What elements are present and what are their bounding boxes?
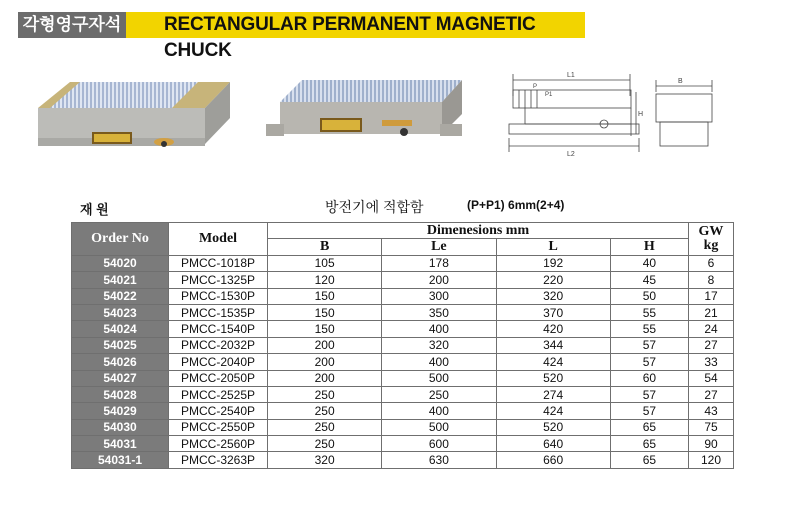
cell-model: PMCC-2032P	[169, 337, 268, 353]
cell-b: 150	[268, 304, 382, 320]
cell-order: 54023	[72, 304, 169, 320]
cell-l: 420	[496, 321, 610, 337]
cell-order: 54028	[72, 386, 169, 402]
cell-model: PMCC-1535P	[169, 304, 268, 320]
cell-gw: 27	[689, 386, 734, 402]
cell-l: 520	[496, 419, 610, 435]
cell-l: 370	[496, 304, 610, 320]
cell-h: 55	[610, 304, 688, 320]
cell-l: 344	[496, 337, 610, 353]
header-le: Le	[382, 239, 496, 255]
cell-model: PMCC-1540P	[169, 321, 268, 337]
spec-label: 재 원	[80, 202, 109, 217]
cell-le: 400	[382, 321, 496, 337]
table-row	[72, 304, 734, 320]
chuck-technical-drawing-front	[505, 66, 645, 162]
cell-le: 600	[382, 436, 496, 452]
cell-l: 424	[496, 403, 610, 419]
cell-b: 320	[268, 452, 382, 468]
cell-order: 54031-1	[72, 452, 169, 468]
header-order-no: Order No	[72, 223, 169, 256]
cell-gw: 120	[689, 452, 734, 468]
cell-l: 520	[496, 370, 610, 386]
label-p: P	[533, 84, 538, 90]
cell-le: 300	[382, 288, 496, 304]
header-model: Model	[169, 223, 268, 256]
cell-le: 400	[382, 354, 496, 370]
header-gw-line2: kg	[703, 237, 719, 253]
cell-model: PMCC-1530P	[169, 288, 268, 304]
cell-l: 320	[496, 288, 610, 304]
cell-gw: 90	[689, 436, 734, 452]
cell-gw: 75	[689, 419, 734, 435]
cell-order: 54024	[72, 321, 169, 337]
cell-model: PMCC-2550P	[169, 419, 268, 435]
cell-model: PMCC-2040P	[169, 354, 268, 370]
label-l2: L2	[567, 151, 575, 158]
edm-suitable-label: 방전기에 적합함	[325, 199, 424, 215]
cell-gw: 6	[689, 255, 734, 271]
cell-h: 57	[610, 403, 688, 419]
label-l1: L1	[567, 72, 575, 79]
cell-h: 65	[610, 452, 688, 468]
table-row	[72, 419, 734, 435]
chuck-technical-drawing-side	[650, 74, 720, 154]
cell-model: PMCC-2050P	[169, 370, 268, 386]
cell-gw: 24	[689, 321, 734, 337]
chuck-photo-right	[262, 78, 467, 142]
cell-h: 57	[610, 386, 688, 402]
cell-gw: 43	[689, 403, 734, 419]
cell-order: 54020	[72, 255, 169, 271]
header-gw	[689, 223, 734, 256]
cell-le: 200	[382, 272, 496, 288]
chuck-photo-left	[30, 78, 230, 158]
cell-model: PMCC-2560P	[169, 436, 268, 452]
cell-model: PMCC-3263P	[169, 452, 268, 468]
table-row	[72, 403, 734, 419]
cell-h: 57	[610, 337, 688, 353]
header-h: H	[610, 239, 688, 255]
korean-category-tag: 각형영구자석	[18, 12, 126, 38]
page-title-banner: RECTANGULAR PERMANENT MAGNETIC CHUCK	[126, 12, 585, 38]
cell-order: 54030	[72, 419, 169, 435]
cell-b: 200	[268, 370, 382, 386]
cell-order: 54026	[72, 354, 169, 370]
cell-l: 220	[496, 272, 610, 288]
cell-le: 630	[382, 452, 496, 468]
header-dimensions: Dimenesions mm	[268, 223, 689, 239]
cell-gw: 54	[689, 370, 734, 386]
cell-b: 105	[268, 255, 382, 271]
cell-le: 400	[382, 403, 496, 419]
cell-order: 54021	[72, 272, 169, 288]
cell-le: 178	[382, 255, 496, 271]
header-gw-line1: GW	[698, 223, 724, 239]
table-row	[72, 452, 734, 468]
cell-b: 150	[268, 288, 382, 304]
cell-gw: 21	[689, 304, 734, 320]
cell-h: 60	[610, 370, 688, 386]
table-row	[72, 272, 734, 288]
cell-model: PMCC-1325P	[169, 272, 268, 288]
cell-gw: 33	[689, 354, 734, 370]
label-h: H	[638, 111, 644, 118]
label-p1: P1	[545, 92, 553, 98]
table-row	[72, 288, 734, 304]
header-l: L	[496, 239, 610, 255]
cell-b: 200	[268, 354, 382, 370]
header-b: B	[268, 239, 382, 255]
cell-le: 350	[382, 304, 496, 320]
cell-order: 54025	[72, 337, 169, 353]
table-row	[72, 436, 734, 452]
table-row	[72, 386, 734, 402]
cell-b: 250	[268, 403, 382, 419]
cell-h: 57	[610, 354, 688, 370]
cell-l: 660	[496, 452, 610, 468]
cell-gw: 27	[689, 337, 734, 353]
cell-h: 50	[610, 288, 688, 304]
pole-pitch-label: (P+P1) 6mm(2+4)	[467, 198, 565, 212]
cell-order: 54029	[72, 403, 169, 419]
cell-model: PMCC-2540P	[169, 403, 268, 419]
cell-b: 250	[268, 419, 382, 435]
cell-model: PMCC-2525P	[169, 386, 268, 402]
cell-b: 200	[268, 337, 382, 353]
cell-gw: 8	[689, 272, 734, 288]
cell-order: 54022	[72, 288, 169, 304]
label-b: B	[678, 78, 683, 85]
cell-l: 424	[496, 354, 610, 370]
cell-order: 54027	[72, 370, 169, 386]
table-row	[72, 321, 734, 337]
cell-le: 250	[382, 386, 496, 402]
cell-h: 55	[610, 321, 688, 337]
cell-model: PMCC-1018P	[169, 255, 268, 271]
table-row	[72, 337, 734, 353]
cell-l: 640	[496, 436, 610, 452]
cell-gw: 17	[689, 288, 734, 304]
cell-b: 250	[268, 436, 382, 452]
cell-le: 320	[382, 337, 496, 353]
cell-h: 65	[610, 419, 688, 435]
cell-h: 40	[610, 255, 688, 271]
cell-b: 120	[268, 272, 382, 288]
table-row	[72, 354, 734, 370]
cell-b: 250	[268, 386, 382, 402]
cell-b: 150	[268, 321, 382, 337]
cell-order: 54031	[72, 436, 169, 452]
cell-h: 65	[610, 436, 688, 452]
spec-table	[71, 222, 734, 469]
table-row	[72, 255, 734, 271]
cell-l: 192	[496, 255, 610, 271]
cell-le: 500	[382, 370, 496, 386]
cell-h: 45	[610, 272, 688, 288]
cell-le: 500	[382, 419, 496, 435]
table-row	[72, 370, 734, 386]
cell-l: 274	[496, 386, 610, 402]
